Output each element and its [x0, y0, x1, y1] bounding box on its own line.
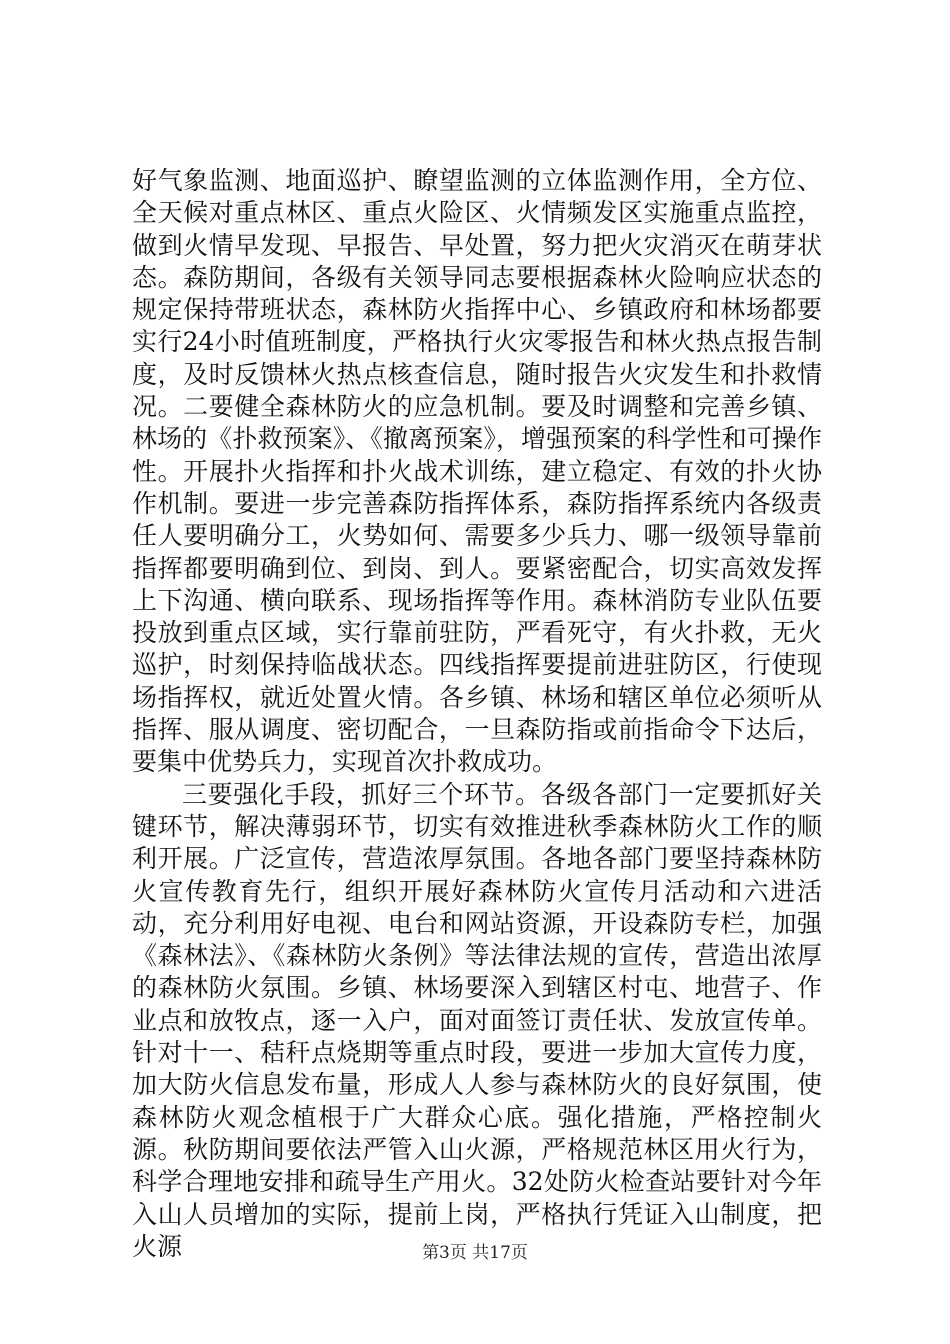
paragraph-2: 三要强化手段，抓好三个环节。各级各部门一定要抓好关键环节，解决薄弱环节，切实有效推进秋季森林防火工作的顺利开展。广泛宣传，营造浓厚氛围。各地各部门要坚持森林防火宣传教育先行，组织开展好森林防火宣传月活动和六进活动，充分利用好电视、电台和网站资源，开设森防专栏，加强《森林法》、《森林防火条例》等法律法规的宣传，营造出浓厚的森林防火氛围。乡镇、林场要深入到辖区村屯、地营子、作业点和放牧点，逐一入户，面对面签订责任状、发放宣传单。针对十一、秸秆点烧期等重点时段，要进一步加大宣传力度，加大防火信息发布量，形成人人参与森林防火的良好氛围，使森林防火观念植根于广大群众心底。强化措施，严格控制火源。秋防期间要依法严管入山火源，严格规范林区用火行为，科学合理地安排和疏导生产用火。32处防火检查站要针对今年入山人员增加的实际，提前上岗，严格执行凭证入山制度，把火源 — [132, 779, 822, 1261]
paragraph-1: 好气象监测、地面巡护、瞭望监测的立体监测作用，全方位、全天候对重点林区、重点火险区、火情频发区实施重点监控，做到火情早发现、早报告、早处置，努力把火灾消灭在萌芽状态。森防期间，各级有关领导同志要根据森林火险响应状态的规定保持带班状态，森林防火指挥中心、乡镇政府和林场都要实行24小时值班制度，严格执行火灾零报告和林火热点报告制度，及时反馈林火热点核查信息，随时报告火灾发生和扑救情况。二要健全森林防火的应急机制。要及时调整和完善乡镇、林场的《扑救预案》、《撤离预案》，增强预案的科学性和可操作性。开展扑火指挥和扑火战术训练，建立稳定、有效的扑火协作机制。要进一步完善森防指挥体系，森防指挥系统内各级责任人要明确分工，火势如何、需要多少兵力、哪一级领导靠前指挥都要明确到位、到岗、到人。要紧密配合，切实高效发挥上下沟通、横向联系、现场指挥等作用。森林消防专业队伍要投放到重点区域，实行靠前驻防，严看死守，有火扑救，无火巡护，时刻保持临战状态。四线指挥要提前进驻防区，行使现场指挥权，就近处置火情。各乡镇、林场和辖区单位必须听从指挥、服从调度、密切配合，一旦森防指或前指命令下达后，要集中优势兵力，实现首次扑救成功。 — [132, 166, 822, 777]
page-number-footer: 第3页 共17页 — [422, 1243, 528, 1263]
document-body — [132, 165, 822, 1263]
